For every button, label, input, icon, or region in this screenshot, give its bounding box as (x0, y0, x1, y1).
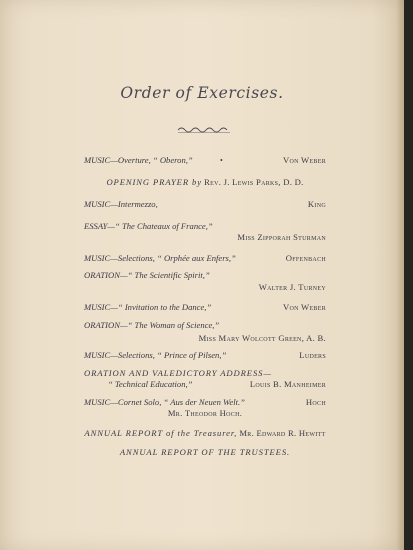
item-title: MUSIC—Overture, “ Oberon,” (84, 155, 193, 165)
item-performer: Von Weber (282, 302, 326, 312)
item-performer: Miss Zipporah Sturman (237, 232, 326, 242)
item-title: OPENING PRAYER by (106, 177, 202, 187)
item-title: ESSAY—“ The Chateaux of France,” (84, 221, 213, 231)
item-title: MUSIC—Selections, “ Orphée aux Enfers,” (84, 253, 236, 263)
item-performer: Louis B. Manheimer (249, 379, 326, 389)
item-title: ORATION—“ The Scientific Spirit,” (84, 270, 210, 280)
item-performer: Walter J. Turney (258, 282, 326, 292)
item-title: MUSIC—“ Invitation to the Dance,” (84, 302, 212, 312)
item-title: MUSIC—Selections, “ Prince of Pilsen,” (84, 350, 227, 360)
item-performer: Mr. Edward R. Hewitt (239, 428, 326, 438)
item-title: MUSIC—Intermezzo, (84, 199, 158, 209)
item-performer: King (307, 199, 326, 209)
item-title: ANNUAL REPORT OF THE TRUSTEES. (119, 447, 291, 457)
page-title: Order of Exercises. (120, 84, 284, 102)
item-composer: Hoch (305, 397, 326, 407)
item-performer: Von Weber (282, 155, 326, 165)
item-subtitle: “ Technical Education,” (108, 379, 193, 389)
item-title: ANNUAL REPORT of the Treasurer, (84, 428, 238, 438)
item-performer: Offenbach (285, 253, 326, 263)
flourish-divider-icon (176, 125, 232, 135)
item-title: ORATION AND VALEDICTORY ADDRESS— (84, 368, 272, 378)
item-title: MUSIC—Cornet Solo, “ Aus der Neuen Welt.” (84, 397, 245, 407)
item-performer: Luders (299, 350, 326, 360)
scan-border (404, 0, 413, 550)
item-performer: Miss Mary Wolcott Green, A. B. (198, 333, 326, 343)
item-title: ORATION—“ The Woman of Science,” (84, 320, 220, 330)
bullet-mark: • (220, 156, 223, 165)
page-fold-shadow (396, 0, 404, 550)
item-performer: Rev. J. Lewis Parks, D. D. (204, 177, 304, 187)
item-performer: Mr. Theodor Hoch. (167, 408, 243, 418)
